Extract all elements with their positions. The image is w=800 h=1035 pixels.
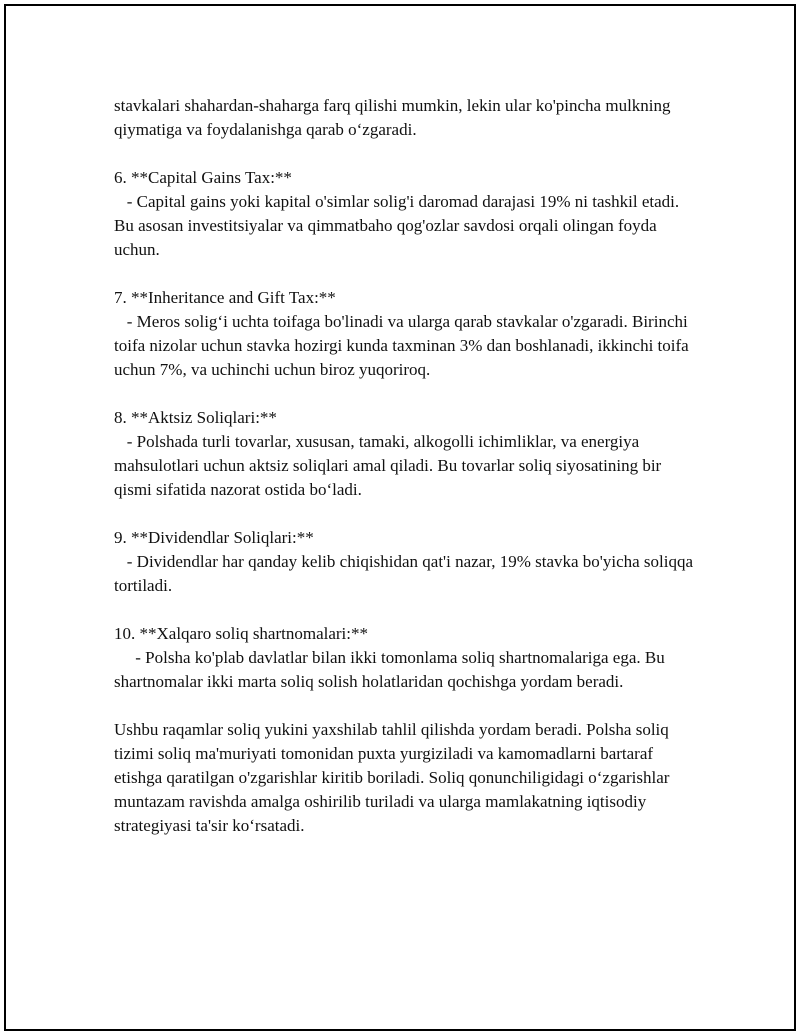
section-xalqaro-soliq-shartnomalari bbox=[114, 622, 694, 694]
section-heading: 8. **Aktsiz Soliqlari:** bbox=[114, 408, 277, 427]
section-heading: 6. **Capital Gains Tax:** bbox=[114, 168, 292, 187]
section-heading: 7. **Inheritance and Gift Tax:** bbox=[114, 288, 336, 307]
intro-paragraph: stavkalari shahardan-shaharga farq qilishi mumkin, lekin ular ko'pincha mulkning qiymatiga va foydalanishga qarab o‘zgaradi. bbox=[114, 96, 675, 139]
section-inheritance-gift-tax bbox=[114, 286, 694, 382]
section-capital-gains-tax bbox=[114, 166, 694, 262]
section-aktsiz-soliqlari bbox=[114, 406, 694, 502]
section-body: - Capital gains yoki kapital o'simlar solig'i daromad darajasi 19% ni tashkil etadi. Bu asosan investitsiyalar va qimmatbaho qog'ozlar savdosi orqali olingan foyda uchun. bbox=[114, 192, 684, 259]
section-dividendlar-soliqlari bbox=[114, 526, 698, 598]
section-body: - Dividendlar har qanday kelib chiqishidan qat'i nazar, 19% stavka bo'yicha soliqqa tortiladi. bbox=[114, 552, 698, 595]
section-heading: 10. **Xalqaro soliq shartnomalari:** bbox=[114, 624, 369, 643]
section-body: - Polsha ko'plab davlatlar bilan ikki tomonlama soliq shartnomalariga ega. Bu shartnomalar ikki marta soliq solish holatlaridan qochishga yordam beradi. bbox=[114, 648, 669, 691]
section-body: - Meros solig‘i uchta toifaga bo'linadi va ularga qarab stavkalar o'zgaradi. Birinchi toifa nizolar uchun stavka hozirgi kunda taxminan 3% dan boshlanadi, ikkinchi toifa uchun 7%, va uchinchi uchun biroz yuqoriroq. bbox=[114, 312, 693, 379]
document-body bbox=[114, 94, 698, 862]
section-body: - Polshada turli tovarlar, xususan, tamaki, alkogolli ichimliklar, va energiya mahsulotlari uchun aktsiz soliqlari amal qiladi. Bu tovarlar soliq siyosatining bir qismi sifatida nazorat ostida bo‘ladi. bbox=[114, 432, 666, 499]
conclusion-paragraph: Ushbu raqamlar soliq yukini yaxshilab tahlil qilishda yordam beradi. Polsha soliq tizimi soliq ma'muriyati tomonidan puxta yurgiziladi va kamomadlarni bartaraf etishga qaratilgan o'zgarishlar kiritib boriladi. Soliq qonunchiligidagi o‘zgarishlar muntazam ravishda amalga oshirilib turiladi va ularga mamlakatning iqtisodiy strategiyasi ta'sir ko‘rsatadi. bbox=[114, 720, 674, 835]
section-heading: 9. **Dividendlar Soliqlari:** bbox=[114, 528, 314, 547]
